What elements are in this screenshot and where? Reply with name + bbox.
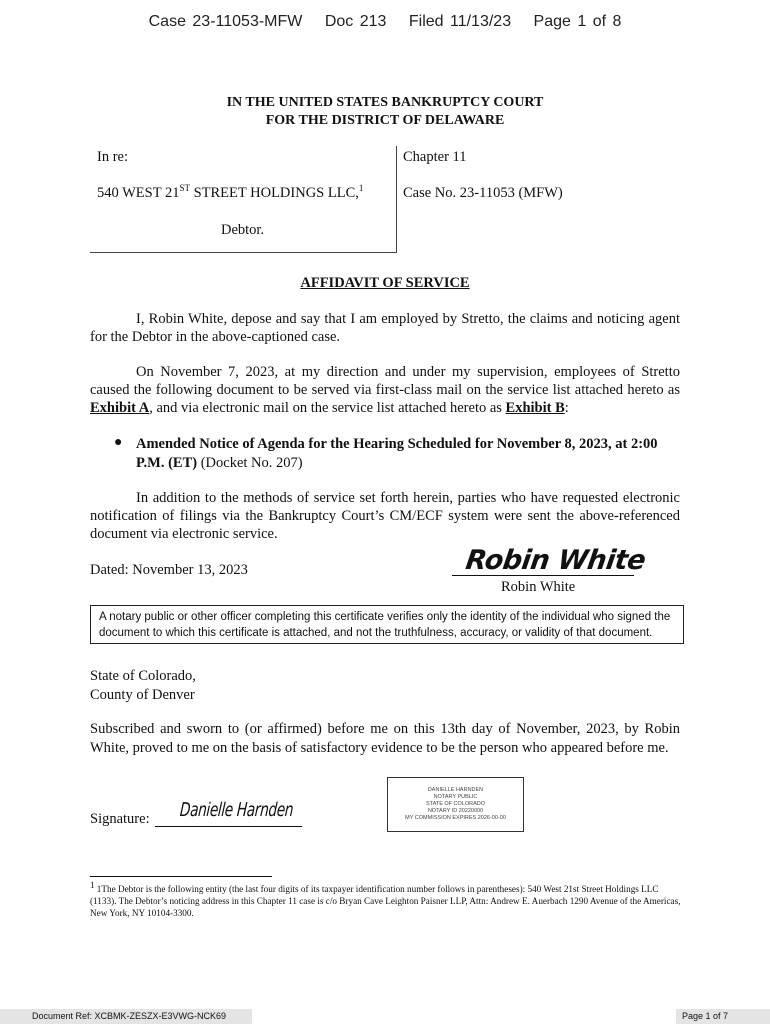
case-number: Case 23-11053-MFW [148, 13, 303, 30]
paragraph-3: In addition to the methods of service set forth herein, parties who have requested electronic notification of filings via the Bankruptcy Court’s CM/ECF system were sent the above-referenced document via electronic service. [90, 490, 680, 542]
doc-number: Doc 213 [324, 13, 387, 30]
notary-disclaimer: A notary public or other officer completing this certificate verifies only the identity of the individual who signed the document to which this certificate is attached, and not the truthfulness, accuracy, or validity of that document. [90, 605, 684, 644]
venue-state: State of Colorado, [90, 668, 196, 684]
filed-date: Filed 11/13/23 [408, 13, 512, 30]
venue-county: County of Denver [90, 687, 195, 703]
served-document-item: Amended Notice of Agenda for the Hearing Scheduled for November 8, 2023, at 2:00 P.M. (ET) (Docket No. 207) [136, 436, 658, 471]
page-indicator: Page 1 of 8 [533, 13, 622, 30]
exhibit-a-ref: Exhibit A [90, 400, 150, 416]
court-name-line1: IN THE UNITED STATES BANKRUPTCY COURT [226, 95, 544, 110]
chapter-label: Chapter 11 [403, 149, 467, 165]
jurat-paragraph: Subscribed and sworn to (or affirmed) before me on this 13th day of November, 2023, by Robin White, proved to me on the basis of satisfactory evidence to be the person who appeared before me. [90, 721, 680, 756]
bullet-icon: ● [114, 435, 123, 450]
signature-line [452, 575, 634, 576]
notary-signature: Danielle Harnden [179, 799, 294, 821]
affiant-signature: Robin White [463, 545, 648, 576]
filing-header [0, 13, 770, 31]
footnote-text: $^1$ 1The Debtor is the following entity (the last four digits of its taxpayer identification number follows in parentheses): 540 West 21st Street Holdings LLC (1133). The Debtor’s noticing address in this Chapter 11 case is c/o Bryan Cave Leighton Paisner LLP, Attn: Andrew E. Auerbach 1290 Avenue of the Americas, New York, NY 10104-3300. [90, 879, 681, 918]
signature-label: Signature: [90, 811, 150, 827]
debtor-name: 540 WEST 21ST STREET HOLDINGS LLC,$^1$ [97, 183, 364, 201]
exhibit-b-ref: Exhibit B [505, 400, 565, 416]
dated-line: Dated: November 13, 2023 [90, 562, 248, 578]
notary-stamp: DANIELLE HARNDEN NOTARY PUBLIC STATE OF COLORADO NOTARY ID 20220000 MY COMMISSION EXPIRES 2026-00-00 [387, 777, 524, 832]
footnote-divider [90, 876, 272, 877]
affiant-printed-name: Robin White [501, 579, 576, 595]
notary-signature-line [155, 826, 302, 827]
court-name-line2: FOR THE DISTRICT OF DELAWARE [265, 113, 505, 128]
document-title: AFFIDAVIT OF SERVICE [300, 275, 470, 291]
paragraph-1: I, Robin White, depose and say that I am employed by Stretto, the claims and noticing agent for the Debtor in the above-captioned case. [90, 311, 680, 345]
footnote-ref: 1 [358, 183, 364, 194]
case-number-caption: Case No. 23-11053 (MFW) [403, 185, 563, 201]
in-re-label: In re: [97, 149, 128, 165]
document-reference: Document Ref: XCBMK-ZESZX-E3VWG-NCK69 [0, 1009, 252, 1024]
paragraph-2: On November 7, 2023, at my direction and under my supervision, employees of Stretto caused the following document to be served via first-class mail on the service list attached hereto as Exhibit A, and via electronic mail on the service list attached hereto as Exhibit B: [90, 364, 680, 416]
footer-page-number: Page 1 of 7 [676, 1009, 770, 1024]
debtor-label: Debtor. [221, 222, 265, 238]
